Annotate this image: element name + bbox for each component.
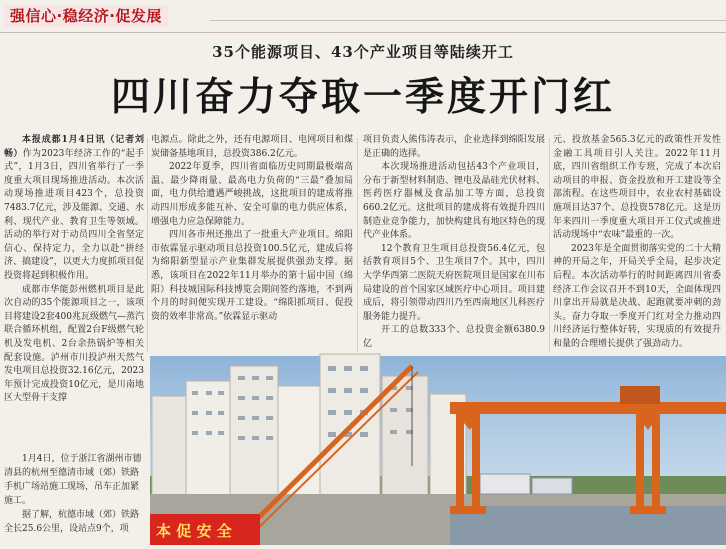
paragraph: 电源点。除此之外，还有电源项目、电网项目和煤炭储备基地项目，总投资386.2亿元。 — [151, 135, 353, 159]
article-column-4 — [553, 134, 721, 356]
safety-banner-text: 本 促 安 全 — [156, 522, 232, 540]
paragraph: 元、投放基金565.3亿元的政策性开发性金融工具项目引人关注。2022年11月底，四川省组织工作专班，完成了本次启动项目的申报、资金投放和开工建设等全部流程。在这些项目中，农业农村基础设施项目达37个、总投资578亿元。这是历年来四川一季度重大项目开工仪式或推进活动现场中“农味”最重的一次。 — [553, 135, 721, 241]
photo-caption — [4, 452, 144, 545]
paragraph: 作为2023年经济工作的“起手式”，1月3日，四川省举行了一季度重大项目现场推进活动。本次活动现场推进项目423个，总投资7483.7亿元，涉及能源、交通、水利、现代产业、教育卫生等领域。活动的举行对于动员四川全省坚定信心、保持定力，全力以赴“拼经济、搞建设”，以更大力度抓项目促投资将起到积极作用。 — [4, 148, 144, 281]
construction-photo — [150, 356, 726, 545]
site-office — [480, 474, 530, 494]
section-header — [0, 0, 726, 33]
paragraph: 2022年夏季，四川省面临历史同期最极端高温、最少降雨量、最高电力负荷的“三最”叠加局面，电力供给遭遇严峻挑战，这批项目的建成将推动四川形成多能互补、安全可靠的电力供应体系，增强电力应急保障能力。 — [151, 162, 353, 227]
paragraph: 2023年是全面贯彻落实党的二十大精神的开局之年，开局关乎全局，起步决定后程。本次活动举行的时间距离四川省委经济工作会议召开不到10天，全面体现四川拿出开局就是决战、起跑就要冲刺的劲头。奋力夺取一季度开门红对全力推动四川经济运行整体好转，实现质的有效提升和量的合理增长提供了强劲动力。 — [553, 243, 721, 349]
paragraph: 项目负责人熊伟涛表示，企业选择到绵阳发展是正确的选择。 — [363, 135, 545, 159]
dateline: 本报成都1月4日讯（记者刘畅） — [4, 135, 144, 159]
article-column-2 — [151, 134, 353, 356]
article-body — [0, 134, 726, 404]
construction-site-illustration — [150, 356, 726, 545]
subheadline: 35个能源项目、43个产业项目等陆续开工 — [212, 43, 514, 61]
headline: 四川奋力夺取一季度开门红 — [110, 75, 615, 120]
caption-paragraph: 据了解，杭德市域（郊）铁路全长25.6公里，设站点9个，项 — [4, 510, 140, 534]
trench — [450, 506, 726, 545]
section-divider — [210, 20, 726, 21]
section-label: 强信心·稳经济·促发展 — [4, 5, 168, 27]
site-office — [532, 478, 572, 494]
paragraph: 12个教育卫生项目总投资56.4亿元，包括教育项目5个、卫生项目7个。其中，四川大学华西第二医院天府医院项目是国家在川布局建设的首个国家区域医疗中心项目。项目建成后，将引领带动四川乃至西南地区儿科医疗服务能力提升。 — [363, 243, 545, 322]
paragraph: 本次现场推进活动包括43个产业项目，分布于新型材料制造、锂电及晶硅光伏材料、医药医疗器械及食品加工等方面，总投资660.2亿元。这批项目的建成将有效提升四川制造业竞争能力，加快构建具有地区特色的现代产业体系。 — [363, 162, 545, 241]
article-column-1 — [4, 134, 144, 404]
apartment-buildings — [152, 354, 466, 496]
paragraph: 开工的总数333个、总投资金额6380.9亿 — [363, 325, 545, 349]
paragraph: 成都市华能彭州燃机项目是此次自动的35个能源项目之一，该项目将建设2套400兆瓦级燃气—蒸汽联合循环机组，配置2台F级燃气轮机及发电机、2台余热锅炉等相关配套设施。泸州市川投泸州天然气发电项目总投资32.16亿元，2023年预计完成投资10亿元，是川南地区大型骨干支撑 — [4, 284, 144, 404]
paragraph: 四川各市州还推出了一批重大产业项目。绵阳市依霖显示驱动项目总投资100.5亿元，建成后将为绵阳新型显示产业集群发展提供强劲支撑。据悉，该项目在2022年11月举办的第十届中国（绵阳）科技城国际科技博览会期间签约落地，不到两个月的时间便实现开工建设。“绵阳抓项目、促投资的效率非常高。”依霖显示驱动 — [151, 230, 353, 322]
article-column-3 — [363, 134, 545, 356]
caption-paragraph: 1月4日，位于浙江省湖州市德清县的杭州至德清市域（郊）铁路手机广场站施工现场，吊车正加紧施工。 — [4, 454, 142, 506]
